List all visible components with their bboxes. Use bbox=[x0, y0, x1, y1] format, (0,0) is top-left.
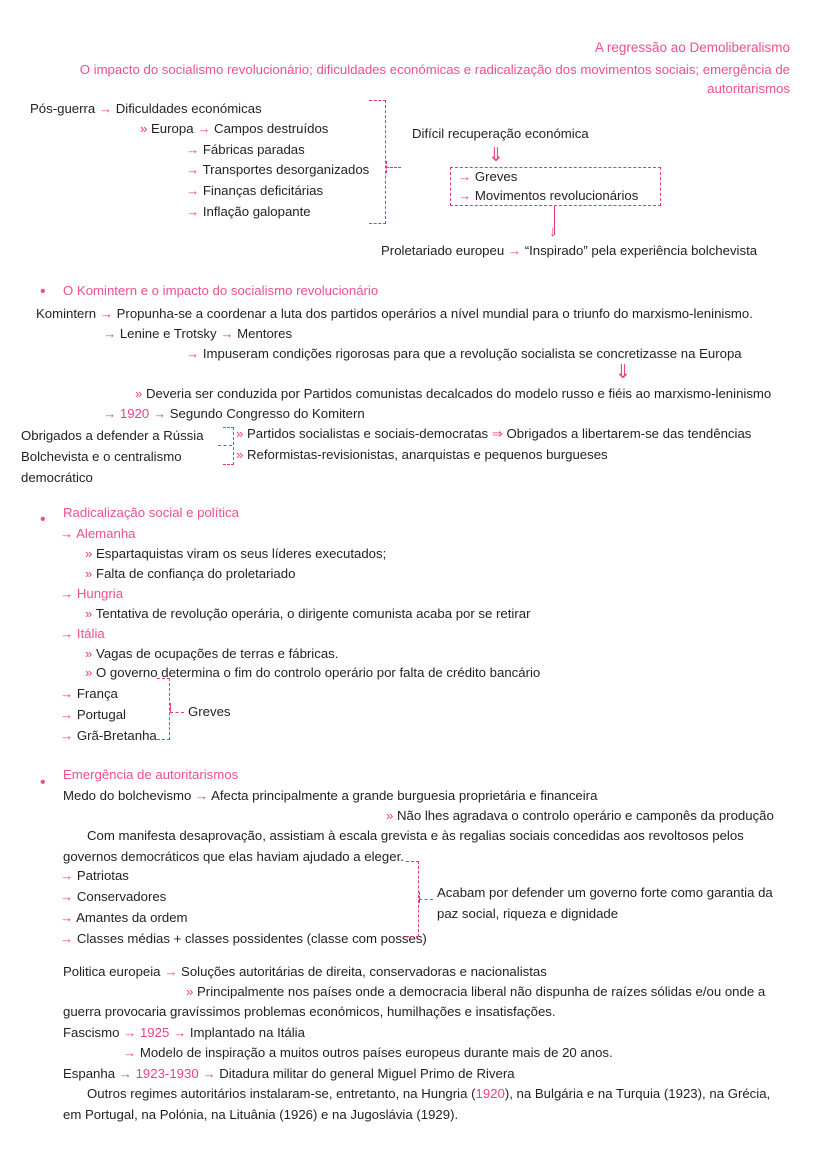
acabam-brace-text: Acabam por defender um governo forte como garantia da paz social, riqueza e dignidade bbox=[437, 885, 773, 922]
acabam-brace-tick-stem bbox=[419, 892, 420, 903]
radicalizacao-alemanha-item-2: » Falta de confiança do proletariado bbox=[85, 566, 296, 581]
arrow-icon: → bbox=[98, 101, 113, 116]
komintern-line-1: Komintern → Propunha-se a coordenar a luta dos partidos operários a nível mundial para o triunfo do marxismo-leninismo. bbox=[36, 306, 753, 321]
arrow-icon: → bbox=[60, 931, 74, 946]
arrow-icon: → bbox=[186, 183, 200, 198]
arrow-icon: ⇒ bbox=[491, 426, 503, 441]
postwar-brace-top bbox=[369, 100, 386, 101]
postwar-conclusion: Proletariado europeu → “Inspirado” pela experiência bolchevista bbox=[381, 243, 758, 258]
postwar-line-6: → Inflação galopante bbox=[186, 204, 311, 219]
autoritarismos-paragraph-1: Com manifesta desaprovação, assistiam à escala grevista e às regalias sociais concedidas aos revoltosos pelos governos democráticos que elas haviam ajudado a eleger. bbox=[63, 828, 744, 864]
komintern-brace-bottom bbox=[223, 464, 234, 465]
arrow-icon: → bbox=[152, 406, 167, 421]
postwar-line-3: → Fábricas paradas bbox=[186, 142, 305, 157]
arrow-icon: → bbox=[186, 204, 200, 219]
arrow-icon: → bbox=[186, 142, 200, 157]
guillemet-icon: » bbox=[85, 606, 93, 621]
bullet-icon-autoritarismos: • bbox=[40, 774, 46, 791]
arrow-icon: → bbox=[60, 868, 74, 883]
komintern-line-2: → Lenine e Trotsky → Mentores bbox=[103, 326, 293, 341]
guillemet-icon: » bbox=[135, 386, 143, 401]
arrow-icon: → bbox=[60, 686, 74, 701]
postwar-brace-bottom bbox=[369, 223, 386, 224]
guillemet-icon: » bbox=[236, 426, 244, 441]
postwar-line-4: → Transportes desorganizados bbox=[186, 162, 370, 177]
bullet-icon-radicalizacao: • bbox=[40, 511, 46, 528]
radicalizacao-alemanha-item-1: » Espartaquistas viram os seus líderes executados; bbox=[85, 546, 387, 561]
down-double-arrow-icon-1: ⇓ bbox=[488, 145, 504, 166]
radicalizacao-italia-item-1: » Vagas de ocupações de terras e fábricas. bbox=[85, 646, 339, 661]
autoritarismos-line-1: Medo do bolchevismo → Afecta principalmente a grande burguesia proprietária e financeira bbox=[63, 788, 598, 803]
komintern-brace-tick bbox=[218, 445, 232, 446]
radicalizacao-hungria: → Hungria bbox=[60, 586, 124, 601]
arrow-icon: → bbox=[103, 406, 117, 421]
arrow-icon: → bbox=[220, 326, 234, 341]
guillemet-icon: » bbox=[85, 646, 93, 661]
greves-brace-tick-stem bbox=[170, 703, 171, 713]
greves-brace-bottom bbox=[157, 739, 170, 740]
radicalizacao-franca: → França bbox=[60, 686, 118, 701]
arrow-icon: → bbox=[118, 1066, 132, 1081]
radicalizacao-gra-bretanha: → Grã-Bretanha bbox=[60, 728, 157, 743]
arrow-icon: → bbox=[60, 526, 74, 541]
guillemet-icon: » bbox=[186, 984, 194, 999]
guillemet-icon: » bbox=[85, 546, 93, 561]
down-double-arrow-icon-3: ⇓ bbox=[615, 362, 631, 383]
year-token: 1923-1930 bbox=[135, 1066, 199, 1081]
radicalizacao-heading: Radicalização social e política bbox=[63, 505, 239, 520]
arrow-icon: → bbox=[194, 788, 209, 803]
guillemet-icon: » bbox=[85, 566, 93, 581]
page-subtitle: O impacto do socialismo revolucionário; dificuldades económicas e radicalização dos movimentos sociais; emergência de autoritarismos bbox=[79, 62, 790, 97]
radicalizacao-portugal: → Portugal bbox=[60, 707, 126, 722]
politica-europeia-sub: » Principalmente nos países onde a democracia liberal não dispunha de raízes sólidas e/ou onde a bbox=[186, 984, 766, 999]
arrow-icon: → bbox=[123, 1025, 137, 1040]
guillemet-icon: » bbox=[236, 447, 244, 462]
arrow-icon: → bbox=[60, 586, 74, 601]
politica-europeia-sub-2: guerra provocaria gravíssimos problemas económicos, humilhações e insatisfações. bbox=[63, 1004, 556, 1019]
arrow-icon: → bbox=[99, 306, 113, 321]
page-title: A regressão ao Demoliberalismo bbox=[594, 40, 790, 55]
politica-europeia-line: Politica europeia → Soluções autoritárias de direita, conservadoras e nacionalistas bbox=[63, 964, 547, 979]
arrow-icon: → bbox=[103, 326, 117, 341]
outros-regimes-paragraph: Outros regimes autoritários instalaram-se, entretanto, na Hungria (1920), na Bulgária e na Turquia (1923), na Grécia, em Portugal, na Polónia, na Lituânia (1926) e na Jugoslávia (1929). bbox=[63, 1086, 771, 1122]
arrow-icon: → bbox=[60, 626, 74, 641]
autoritarismos-item-4: → Classes médias + classes possidentes (classe com posses) bbox=[60, 931, 427, 946]
radicalizacao-italia-item-2: » O governo determina o fim do controlo operário por falta de crédito bancário bbox=[85, 665, 541, 680]
radicalizacao-italia: → Itália bbox=[60, 626, 105, 641]
year-token: 1925 bbox=[139, 1025, 170, 1040]
autoritarismos-item-1: → Patriotas bbox=[60, 868, 129, 883]
greves-brace-tick bbox=[170, 712, 184, 713]
fascismo-line: Fascismo → 1925 → Implantado na Itália bbox=[63, 1025, 305, 1040]
bullet-icon-komintern: • bbox=[40, 283, 46, 300]
arrow-icon: → bbox=[202, 1066, 216, 1081]
arrow-icon: → bbox=[172, 1025, 187, 1040]
komintern-branch-1: » Partidos socialistas e sociais-democratas ⇒ Obrigados a libertarem-se das tendências bbox=[236, 426, 752, 441]
arrow-icon: → bbox=[186, 346, 200, 361]
komintern-line-4: » Deveria ser conduzida por Partidos comunistas decalcados do modelo russo e fiéis ao marxismo-leninismo bbox=[135, 386, 772, 401]
acabam-brace-bottom bbox=[406, 936, 419, 937]
arrow-icon: → bbox=[164, 964, 178, 979]
year-token: 1920 bbox=[119, 406, 150, 421]
arrow-icon: → bbox=[60, 910, 74, 925]
arrow-icon: → bbox=[186, 162, 200, 177]
autoritarismos-heading: Emergência de autoritarismos bbox=[63, 767, 239, 782]
guillemet-icon: » bbox=[85, 665, 93, 680]
fascismo-sub-line: → Modelo de inspiração a muitos outros países europeus durante mais de 20 anos. bbox=[123, 1045, 613, 1060]
postwar-line-1: Pós-guerra → Dificuldades económicas bbox=[30, 101, 262, 116]
radicalizacao-alemanha: → Alemanha bbox=[60, 526, 136, 541]
komintern-branch-2: » Reformistas-revisionistas, anarquistas e pequenos burgueses bbox=[236, 447, 608, 462]
komintern-brace-stem bbox=[233, 427, 234, 465]
arrow-icon: → bbox=[60, 889, 74, 904]
guillemet-icon: » bbox=[140, 121, 148, 136]
arrow-icon: → bbox=[123, 1045, 137, 1060]
arrow-icon: → bbox=[60, 707, 74, 722]
postwar-brace-tick bbox=[386, 167, 401, 168]
arrow-icon: → bbox=[507, 243, 522, 258]
down-arrow-icon-2 bbox=[549, 223, 557, 240]
acabam-brace-tick bbox=[419, 899, 433, 900]
autoritarismos-item-2: → Conservadores bbox=[60, 889, 167, 904]
postwar-line-5: → Finanças deficitárias bbox=[186, 183, 324, 198]
komintern-heading: O Komintern e o impacto do socialismo revolucionário bbox=[63, 283, 379, 298]
autoritarismos-item-3: → Amantes da ordem bbox=[60, 910, 188, 925]
radicalizacao-hungria-item-1: » Tentativa de revolução operária, o dirigente comunista acaba por se retirar bbox=[85, 606, 531, 621]
komintern-line-3: → Impuseram condições rigorosas para que a revolução socialista se concretizasse na Europa bbox=[186, 346, 742, 361]
arrow-icon: → bbox=[60, 728, 74, 743]
postwar-box-item-1: → Greves bbox=[458, 169, 518, 184]
postwar-box-item-2: → Movimentos revolucionários bbox=[458, 188, 639, 203]
greves-label: Greves bbox=[188, 704, 231, 719]
year-token: 1920 bbox=[475, 1086, 505, 1101]
autoritarismos-line-2: » Não lhes agradava o controlo operário e camponês da produção bbox=[386, 808, 774, 823]
arrow-icon: → bbox=[197, 121, 211, 136]
komintern-line-5: → 1920 → Segundo Congresso do Komitern bbox=[103, 406, 365, 421]
arrow-icon: → bbox=[458, 169, 472, 184]
guillemet-icon: » bbox=[386, 808, 394, 823]
arrow-icon: → bbox=[458, 188, 472, 203]
postwar-line-2: » Europa → Campos destruídos bbox=[140, 121, 329, 136]
postwar-recovery-label: Difícil recuperação económica bbox=[412, 126, 589, 141]
espanha-line: Espanha → 1923-1930 → Ditadura militar do general Miguel Primo de Rivera bbox=[63, 1066, 515, 1081]
arrow-icon: ↓ bbox=[549, 223, 557, 240]
komintern-left-text: Obrigados a defender a Rússia Bolchevista e o centralismo democrático bbox=[21, 428, 204, 485]
postwar-brace-tick-stem bbox=[386, 161, 387, 173]
